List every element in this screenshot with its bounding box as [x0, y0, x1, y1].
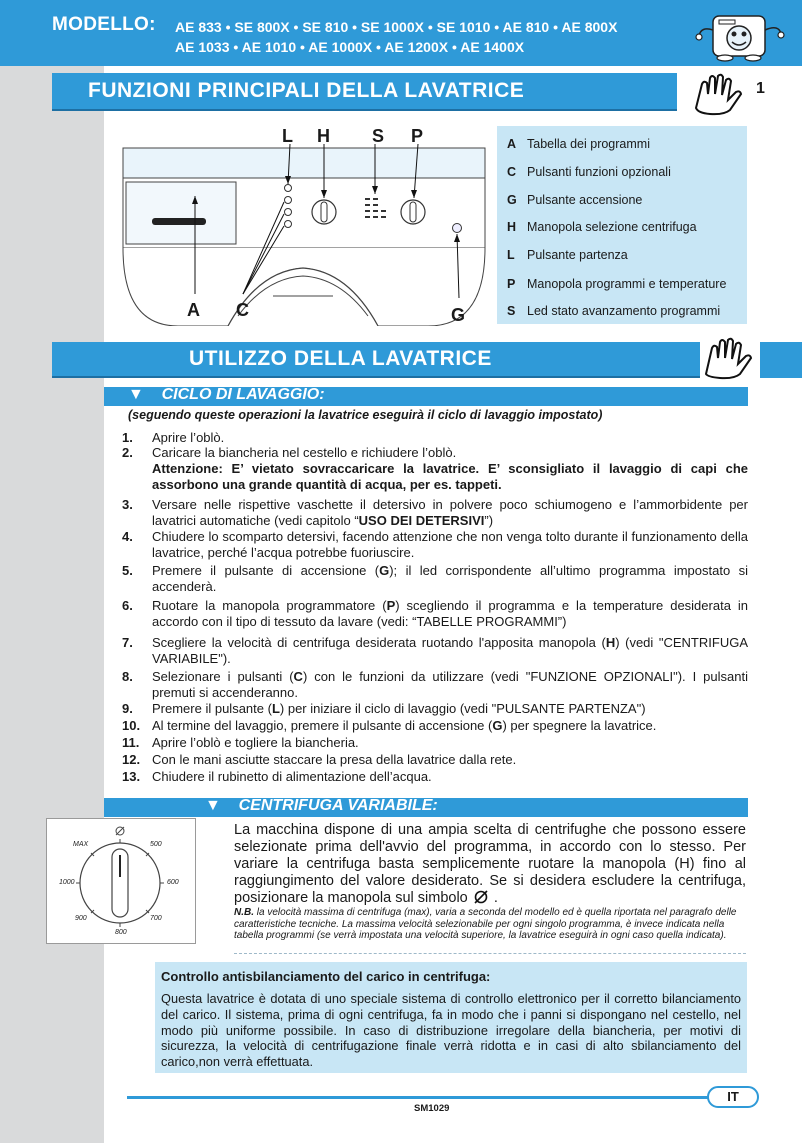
left-gray-strip: [0, 0, 104, 1143]
dial-label: 700: [150, 915, 162, 922]
legend-item: G Pulsante accensione: [507, 193, 643, 207]
subsection-title-centrifuga: ▼ CENTRIFUGA VARIABILE:: [205, 797, 438, 814]
legend-item: S Led stato avanzamento programmi: [507, 304, 721, 318]
section-title-funzioni: FUNZIONI PRINCIPALI DELLA LAVATRICE: [88, 79, 525, 102]
diagram-letter-a: A: [187, 300, 200, 320]
diagram-letter-l: L: [282, 126, 293, 146]
legend-item: H Manopola selezione centrifuga: [507, 220, 697, 234]
diagram-letter-p: P: [411, 126, 424, 146]
legend-item: L Pulsante partenza: [507, 248, 628, 262]
centrifuga-description: La macchina dispone di una ampia scelta di centrifughe che possono essere selezionate prima dell'avvio del programma, in accordo con lo stesso. Per variare la centrifuga basta semplicemente ruotare la manopola (H) fino al raggiungimento del valore desiderato. Se si desidera escludere la centrifuga, posizionare la manopola sul simbolo .: [234, 822, 746, 906]
washing-machine-mascot-icon: [695, 6, 785, 62]
diagram-letter-c: C: [236, 300, 249, 320]
hand-icon: [696, 332, 766, 382]
dial-label: 500: [150, 841, 162, 848]
model-list-line1: AE 833 • SE 800X • SE 810 • SE 1000X • SE 1010 • AE 810 • AE 800X: [175, 19, 618, 35]
antibalance-body: Questa lavatrice è dotata di uno speciale sistema di controllo elettronico per il corretto bilanciamento del carico. Il sistema, prima di ogni centrifuga, fa in modo che i panni si dispongano nel cestello, nel modo più uniforme possibile. In caso di distribuzione irregolare della biancheria, per motivi di sicurezza, la velocità di centrifugazione finale verrà ridotta e in casi di alto sbilanciamento del carico,non verrà effettuata.: [161, 991, 741, 1070]
legend-box: [497, 126, 747, 324]
legend-item: C Pulsanti funzioni opzionali: [507, 165, 671, 179]
dial-label: 1000: [59, 879, 75, 886]
dial-label: 900: [75, 915, 87, 922]
language-badge: IT: [707, 1086, 759, 1108]
footer-line: [127, 1096, 747, 1099]
legend-item: A Tabella dei programmi: [507, 137, 650, 151]
spin-dial-diagram: [46, 818, 196, 944]
page-number: 1: [756, 80, 765, 97]
control-panel-diagram: [118, 126, 490, 326]
model-list: [175, 17, 715, 57]
section-bar-utilizzo-ext: [760, 342, 802, 378]
no-spin-symbol-icon: [472, 890, 490, 904]
subsection-title-ciclo: ▼ CICLO DI LAVAGGIO:: [128, 386, 325, 403]
dial-label: 600: [167, 879, 179, 886]
diagram-letter-h: H: [317, 126, 330, 146]
centrifuga-note: N.B. la velocità massima di centrifuga (max), varia a seconda del modello ed è quella riportata nel paragrafo delle caratteristiche tecniche. La massima velocità selezionabile per ogni singolo programma, è invece indicata nella tabella programmi (se verrà impostata una velocità superiore, la lavatrice eseguirà in ogni caso quella indicata).: [234, 907, 737, 941]
diagram-letter-s: S: [372, 126, 385, 146]
document-code: SM1029: [414, 1103, 450, 1114]
dial-label: 800: [115, 929, 127, 936]
hand-icon: [688, 70, 750, 116]
legend-item: P Manopola programmi e temperature: [507, 277, 727, 291]
section-title-utilizzo: UTILIZZO DELLA LAVATRICE: [189, 347, 492, 370]
dial-label: MAX: [73, 841, 89, 848]
diagram-letter-g: G: [451, 305, 466, 325]
model-list-line2: AE 1033 • AE 1010 • AE 1000X • AE 1200X • AE 1400X: [175, 39, 525, 55]
antibalance-box: [155, 962, 747, 1073]
divider: [234, 953, 746, 954]
modello-label: MODELLO:: [52, 14, 156, 35]
cycle-intro-note: (seguendo queste operazioni la lavatrice eseguirà il ciclo di lavaggio impostato): [128, 408, 603, 422]
antibalance-title: Controllo antisbilanciamento del carico in centrifuga:: [161, 969, 491, 984]
